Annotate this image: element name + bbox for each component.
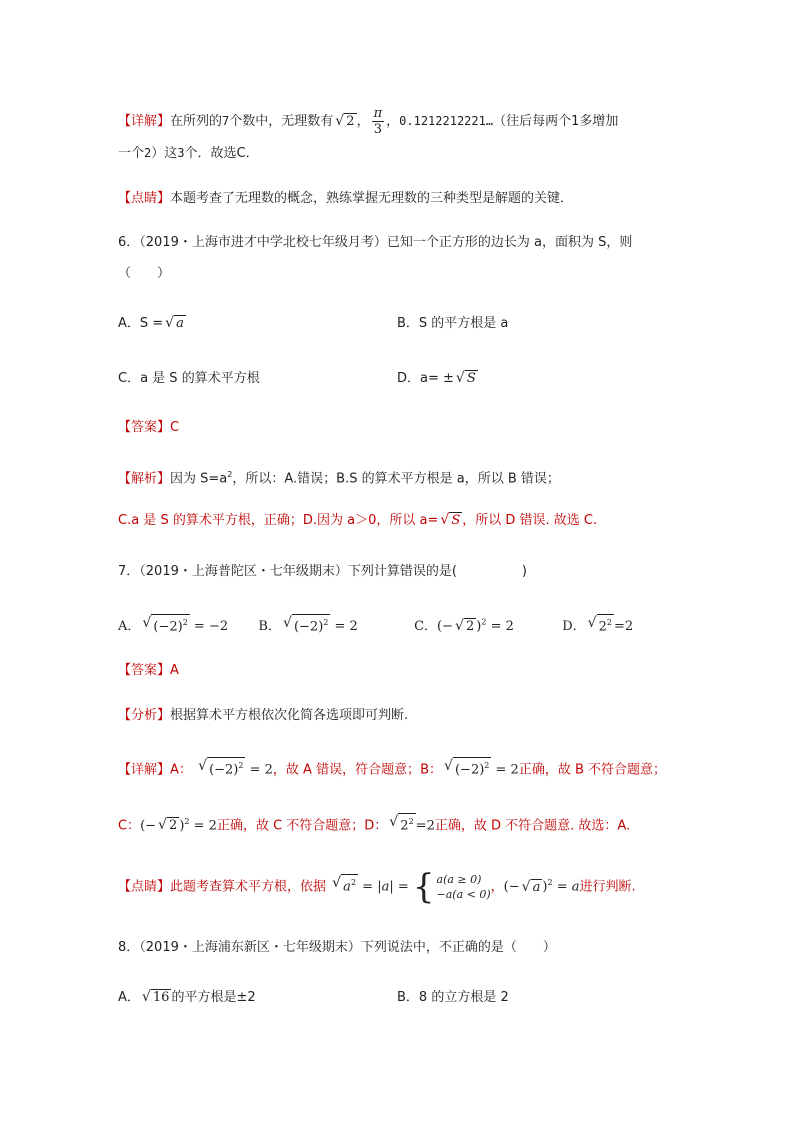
q7-tip: 【点睛】此题考查算术平方根，依据 √ $a^2 = |a|$ = { a(a ≥ 0) −a(a < 0) ，(−√ a )$^2$ = a进行判断. <box>118 870 636 904</box>
q6-option-b: B．S 的平方根是 a <box>397 316 509 331</box>
q6-answer: 【答案】C <box>118 420 180 435</box>
q7-answer: 【答案】A <box>118 663 179 678</box>
sqrt-expression: √ a <box>522 878 543 898</box>
detail-tag: 【详解】 <box>118 762 171 778</box>
analysis-tag: 【分析】 <box>118 708 171 723</box>
detail-tag: 【详解】 <box>118 114 171 129</box>
q7-detail-line-2: C：(−√ 2 )$^2$ = 2正确，故 C 不符合题意；D：√ $2^2 =2$正确，故 D 不符合题意. 故选：A. <box>118 812 630 836</box>
sqrt-expression: √ $(-2)^2$ <box>198 757 245 780</box>
sqrt-expression: √ $2^2$ <box>389 813 415 836</box>
q7-option-a: A．√ $(-2)^2 = -2$ <box>118 619 228 634</box>
detail-5-line-2: 一个2）这3个．故选C． <box>118 146 259 161</box>
question-6-blank: （ ） <box>118 266 171 281</box>
question-7-stem: 7．（2019・上海普陀区・七年级期末）下列计算错误的是( ) <box>118 564 527 579</box>
q8-option-a: A．√ 16 的平方根是±2 <box>118 988 256 1008</box>
sqrt-expression: √ $(-2)^2$ <box>142 614 189 637</box>
sqrt-expression: √ 2 <box>335 112 356 132</box>
q8-option-b: B．8 的立方根是 2 <box>397 990 509 1005</box>
q6-option-c: C．a 是 S 的算术平方根 <box>118 371 260 386</box>
detail-5-line-1: 【详解】在所列的7个数中，无理数有√ 2 ， $\frac{\pi}{3}$ ，0.1212212221…（往后每两个1多增加 <box>118 106 618 137</box>
sqrt-expression: √ $(-2)^2$ <box>444 757 491 780</box>
question-6-stem: 6．（2019・上海市进才中学北校七年级月考）已知一个正方形的边长为 a，面积为 S，则 <box>118 235 633 250</box>
sqrt-expression: √ $2^2$ <box>588 614 614 637</box>
q7-detail-line-1: 【详解】A： √ $(-2)^2 = 2$，故 A 错误，符合题意；B：√ $(-2)^2 = 2$正确，故 B 不符合题意； <box>118 757 666 780</box>
pi-over-3-fraction: $\frac{\pi}{3}$ <box>373 106 383 137</box>
q6-option-d: D．a= ±√ S <box>397 369 478 389</box>
tip-tag: 【点睛】 <box>118 879 171 895</box>
q6-analysis-line-2: C.a 是 S 的算术平方根，正确；D.因为 a＞0，所以 a=√ S ，所以 D 错误. 故选 C. <box>118 511 597 531</box>
q7-option-d: D．√ $2^2 =2$ <box>562 619 633 634</box>
sqrt-expression: √ 2 <box>158 816 179 836</box>
question-8-stem: 8．（2019・上海浦东新区・七年级期末）下列说法中，不正确的是（ ） <box>118 940 556 955</box>
q7-analysis: 【分析】根据算术平方根依次化简各选项即可判断. <box>118 708 409 723</box>
q6-option-a: A．S =√ a <box>118 314 186 334</box>
sqrt-expression: √ $a^2$ <box>332 874 358 897</box>
sqrt-expression: √ S <box>456 369 478 389</box>
tip-tag: 【点睛】 <box>118 191 171 206</box>
sqrt-expression: √ a <box>165 314 186 334</box>
piecewise-cases: { a(a ≥ 0) −a(a < 0) <box>412 867 491 907</box>
answer-tag: 【答案】 <box>118 420 171 435</box>
answer-tag: 【答案】 <box>118 663 171 678</box>
sqrt-expression: √ S <box>440 511 462 531</box>
sqrt-expression: √ $(-2)^2$ <box>283 614 330 637</box>
q6-analysis-line-1: 【解析】因为 $S=a^2$，所以：A.错误；B.S 的算术平方根是 a，所以 B 错误； <box>118 470 560 487</box>
sqrt-expression: √ 2 <box>455 617 476 637</box>
tip-5: 【点睛】本题考查了无理数的概念，熟练掌握无理数的三种类型是解题的关键． <box>118 191 574 206</box>
q7-option-b: B．√ $(-2)^2 = 2$ <box>258 619 357 634</box>
q7-option-c: C．(−√ 2 )$^2$ = 2 <box>414 619 514 634</box>
analysis-tag: 【解析】 <box>118 471 171 487</box>
sqrt-expression: √ 16 <box>142 988 172 1008</box>
q7-options <box>118 613 633 637</box>
